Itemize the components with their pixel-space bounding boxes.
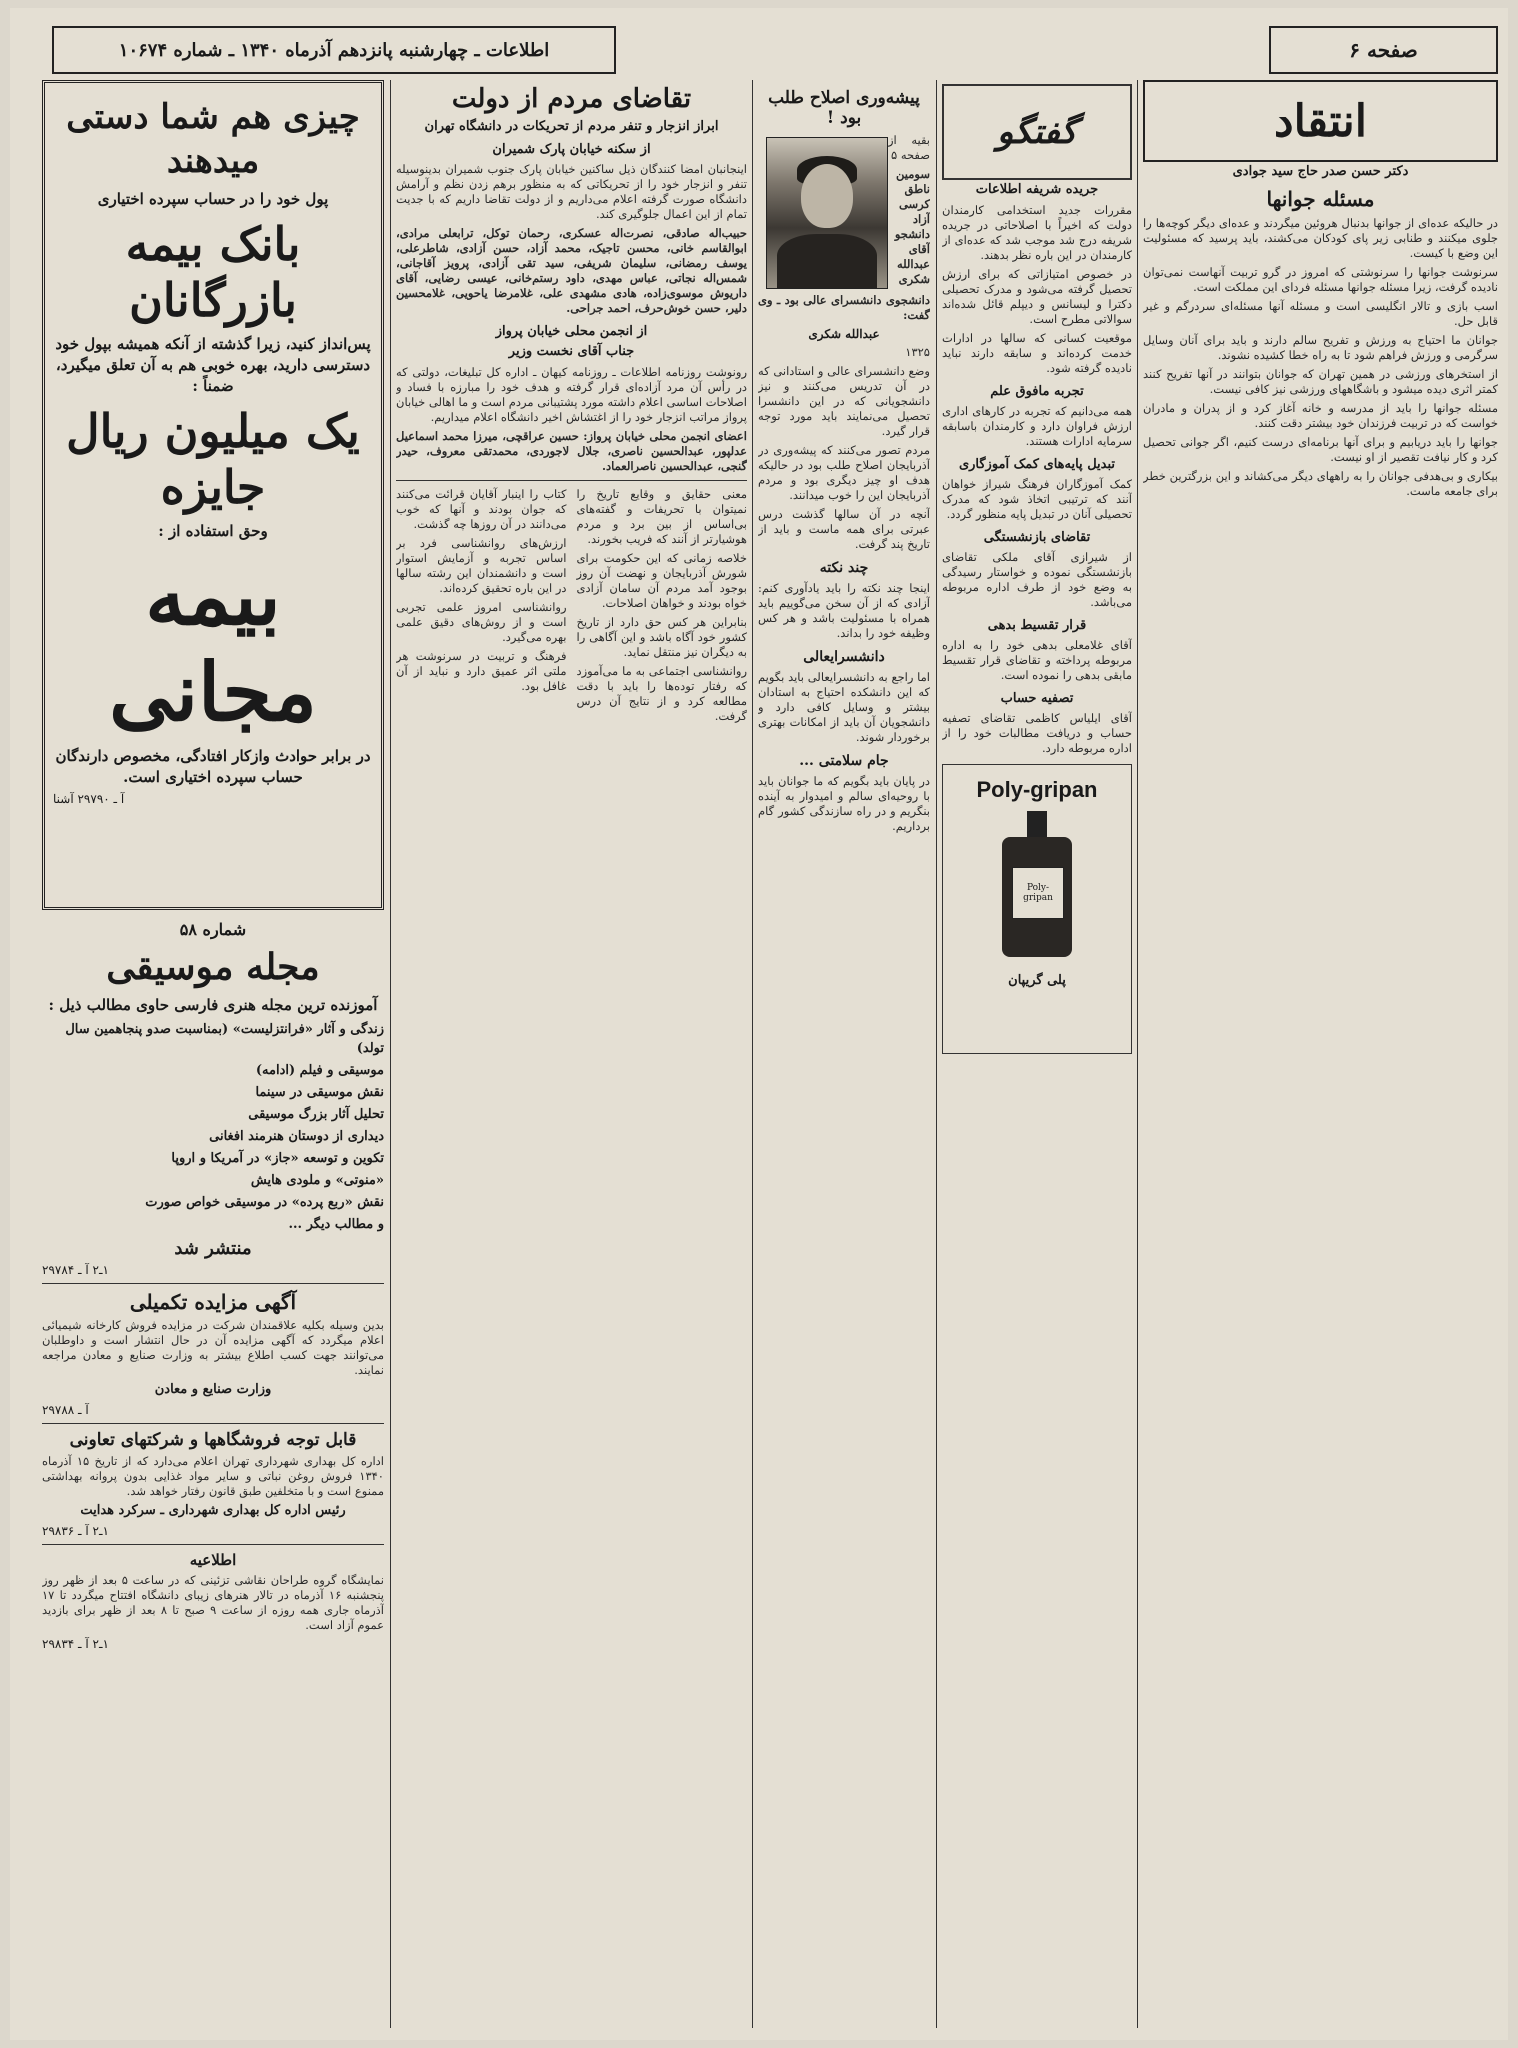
coop-text: اداره کل بهداری شهرداری تهران اعلام می‌دارد که از تاریخ ۱۵ آذرماه ۱۳۴۰ فروش روغن نباتی و سایر مواد غذایی بدون پروانه بهداشتی ممنوع است و با متخلفین طبق قانون رفتار خواهد شد. <box>42 1454 384 1498</box>
auction-text: بدین وسیله بکلیه علاقمندان شرکت در مزایده فروش کارخانه شیمیائی اعلام میگردد که آگهی مزایده آن در حال انتشار است و داوطلبان می‌توانند جهت کسب اطلاع بیشتر به وزارت صنایع و معادن مراجعه نمایند. <box>42 1318 384 1377</box>
medicine-bottle-icon <box>1002 811 1072 971</box>
ad-code: آ ـ ۲۹۷۸۸ <box>42 1403 89 1417</box>
ad-code: ۱ـ۲ آ ـ ۲۹۸۳۶ <box>42 1524 109 1538</box>
dialogue-logo: گفتگو <box>942 84 1132 180</box>
college-text: اما راجع به دانشسرایعالی باید بگویم که این دانشکده احتیاج به استادان بیشتر و وسایل کافی دارد و دانشجویان آن باید از امکانات بهتری برخوردار شوند. <box>758 670 930 744</box>
change-heading: تبدیل پایه‌های کمک آموزگاری <box>958 457 1116 472</box>
psych-right <box>577 487 748 728</box>
magazine-item: نقش «ربع پرده» در موسیقی خواص صورت <box>145 1195 384 1210</box>
critique-paragraph: از استخرهای ورزشی در همین تهران که جوانان بتوانند در آنها تفریح کنند کمتر اثری دیده میشود و باشگاههای ورزشی نیز کافی نیست. <box>1143 367 1498 396</box>
psych-paragraph: روانشناسی اجتماعی به ما می‌آموزد که رفتار توده‌ها را باید با دقت مطالعه کرد و از نتایج آن درس گرفت. <box>576 664 747 723</box>
psych-paragraph: خلاصه زمانی که این حکومت برای شورش آذربایجان و نهضت آن روز بوجود آمد مردم آن سامان آزادی خواه بودند و خواهان اصلاحات. <box>576 551 747 610</box>
reform-paragraph: وضع دانشسرای عالی و استادانی که در آن تدریس می‌کنند و نیز دانشجویانی که در این دانشسرا تحصیل می‌نمایند باید مورد توجه قرار گیرد. <box>758 364 930 438</box>
psych-left <box>396 487 567 728</box>
page-number-box <box>1269 26 1498 74</box>
parvaz-heading: از انجمن محلی خیابان پرواز <box>495 324 648 339</box>
critique-paragraph: در حالیکه عده‌ای از جوانها بدنبال هروئین میگردند و عده‌ای دیگر کوچه‌ها را جلوی میکنند و طنابی زیر پای کودکان می‌کشند، باید پرسید که مسئولیت این وضع با کیست. <box>1143 216 1498 260</box>
critique-paragraph: سرنوشت جوانها را سرنوشتی که امروز در گرو تربیت آنهاست نمی‌توان نادیده گرفت، زیرا مسئله جوانها مسئله فردای این مملکت است. <box>1143 265 1498 294</box>
psych-paragraph: معنی حقایق و وقایع تاریخ را نمیتوان با تحریفات و گفته‌های بی‌اساس از بین برد و مردم هوشیارتر از آنند که فریب بخورند. <box>576 487 747 546</box>
parvaz-text: رونوشت روزنامه اطلاعات ـ روزنامه کیهان ـ اداره کل تبلیغات، دولتی که در رأس آن مرد آزاده‌ای قرار گرفته و هدف خود را مبارزه با فساد و اصلاحات اساسی اعلام داشته مورد پشتیبانی مردم است و ما اهالی خیابان پرواز مراتب انزجار خود را از اغتشاش اخیر دانشگاه اعلام میداریم. <box>396 365 747 424</box>
signatories-1: حبیب‌اله صادقی، نصرت‌اله عسکری، رحمان توکل، ترابعلی مرادی، ابوالقاسم خانی، محسن تاجیک، محمد آزاد، حسن آزادی، شاطرعلی، یوسف رمضانی، سلیمان شریفی، سید تقی آزادی، پرویز آقاجانی، شمس‌اله نجاتی، عباس مهدی، داود رستم‌خانی، عیسی رضایی، آقای داریوش موسوی‌زاده، هادی مشهدی علی، غلامرضا یاحویی، غلامحسین دلیر، حسن خوش‌حرف، احمد جراحی. <box>396 226 747 315</box>
psych-paragraph: فرهنگ و تربیت در سرنوشت هر ملتی اثر عمیق دارد و نباید از آن غافل بود. <box>396 649 567 693</box>
experience-text: همه می‌دانیم که تجربه در کارهای اداری ارزش فراوان دارد و کارمندان باسابقه سرمایه ادارات هستند. <box>942 404 1132 448</box>
section-divider <box>396 480 747 481</box>
dialogue-column <box>942 80 1132 2028</box>
psych-paragraph: روانشناسی امروز علمی تجربی است و از روش‌های دقیق علمی بهره می‌گیرد. <box>396 600 567 644</box>
column-divider <box>1137 80 1138 2028</box>
signatories-2: اعضای انجمن محلی خیابان پرواز: حسین عراقچی، میرزا محمد اسماعیل عدلپور، عبدالحسین ناصری، جلال لاجوردی، محمدتقی معروف، حیدر گنجی، عبدالحسین ناصرالعماد. <box>396 429 747 473</box>
critique-paragraph: جوانها را باید دریابیم و برای آنها برنامه‌ای درست کنیم، اگر جوانی تحصیل کرد و کار نیافت تقصیر از او نیست. <box>1143 435 1498 464</box>
change-text: کمک آموزگاران فرهنگ شیراز خواهان آنند که ترتیبی اتخاذ شود که مدرک تحصیلی آنان در تبدیل پایه منظور گردد. <box>942 477 1132 521</box>
psych-paragraph: ارزش‌های روانشناسی فرد بر اساس تجربه و آزمایش استوار است و دانشمندان این رشته سالها در این باره تحقیق کرده‌اند. <box>396 536 567 595</box>
point-text: اینجا چند نکته را باید یادآوری کنم: آزادی که از آن سخن می‌گوییم باید همراه با مسئولیت باشد و هر کس وظیفه خود را بداند. <box>758 581 930 640</box>
to-prime-minister: جناب آقای نخست وزیر <box>508 344 635 359</box>
critique-paragraph: مسئله جوانها را باید از مدرسه و خانه آغاز کرد و از پدران و مادران خواست که در تربیت فرزندان خود بیشتر دقت کنند. <box>1143 401 1498 430</box>
tehran-subtitle: ابراز انزجار و تنفر مردم از تحریکات در دانشگاه تهران <box>424 119 719 134</box>
critique-title: مسئله جوانها <box>1266 187 1375 211</box>
photo-caption: عبدالله شکری <box>808 327 880 341</box>
magazine-item: دیداری از دوستان هنرمند افغانی <box>209 1129 384 1144</box>
shemiran-text: اینجانبان امضا کنندگان ذیل ساکنین خیابان پارک جنوب شمیران بدینوسیله تنفر و انزجار خود را از تحریکاتی که به منظور برهم زدن نظم و آرامش دانشگاه صورت گرفته اعلام می‌داریم و از دولت تقاضا داریم که با جدیت تمام از این اعمال جلوگیری کند. <box>396 162 747 221</box>
joy-text: در پایان باید بگویم که ما جوانان باید با روحیه‌ای سالم و امیدوار به آینده بنگریم و در راه سازندگی کشور گام برداریم. <box>758 774 930 833</box>
poly-gripan-caption: پلی گریپان <box>1008 973 1066 988</box>
retire-heading: تقاضای بازنشستگی <box>983 530 1091 545</box>
critique-author: دکتر حسن صدر حاج سید جوادی <box>1232 164 1409 179</box>
bank-ad <box>42 80 384 910</box>
ad-code: ۱ـ۲ آ ـ ۲۹۸۳۴ <box>42 1637 109 1651</box>
dialogue-paragraph: مقررات جدید استخدامی کارمندان دولت که اخیراً با اصلاحاتی در جریده شریفه درج شد موجب شد که عده‌ای از کارمندان در این باره نظر بدهند. <box>942 203 1132 262</box>
magazine-item: و مطالب دیگر ... <box>288 1217 384 1232</box>
notice-text: نمایشگاه گروه طراحان نقاشی تزئینی که در ساعت ۵ بعد از ظهر روز پنجشنبه ۱۶ آذرماه در تالار هنرهای زیبای دانشگاه افتتاح میگردد تا ۱۷ آذرماه جاری همه روزه از ساعت ۹ صبح تا ۸ بعد از ظهر برای بازدید عموم آزاد است. <box>42 1573 384 1632</box>
installment-text: آقای غلامعلی بدهی خود را به اداره مربوطه پرداخته و تقاضای قرار تقسیط مابقی بدهی را نموده است. <box>942 638 1132 682</box>
reform-paragraph: مردم تصور می‌کنند که پیشه‌وری در آذربایجان اصلاح طلب بود در حالیکه هدف او چیز دیگری بود و مردم آذربایجان این را خوب میدانند. <box>758 443 930 502</box>
experience-heading: تجربه مافوق علم <box>990 384 1084 399</box>
newspaper-page <box>10 8 1508 2040</box>
critique-paragraph: بیکاری و بی‌هدفی جوانان را به راههای دیگر می‌کشاند و این بزرگترین خطر برای جامعه ماست. <box>1143 469 1498 498</box>
bank-name: بانک بیمه بازرگانان <box>125 217 301 327</box>
critique-paragraph: اسب بازی و تالار انگلیسی است و مسئله آنها مسئله‌ای سردرگم و غیر قابل حل. <box>1143 299 1498 328</box>
section-divider <box>42 1544 384 1545</box>
prize-line: یک میلیون ریال جایزه <box>66 404 360 514</box>
magazine-item: نقش موسیقی در سینما <box>255 1085 384 1100</box>
magazine-issue: شماره ۵۸ <box>179 920 247 939</box>
section-divider <box>42 1283 384 1284</box>
critique-logo: انتقاد <box>1143 80 1498 162</box>
notice-title: اطلاعیه <box>189 1551 237 1569</box>
magazine-item: موسیقی و فیلم (ادامه) <box>255 1063 384 1078</box>
magazine-item: «منوتی» و ملودی هایش <box>250 1173 384 1188</box>
bank-text: پس‌انداز کنید، زیرا گذشته از آنکه همیشه بپول خود دسترسی دارید، بهره خوبی هم به آن تعلق میگیرد، ضمناً : <box>55 335 371 395</box>
section-divider <box>42 1423 384 1424</box>
retire-text: از شیرازی آقای ملکی تقاضای بازنشستگی نموده و خواستار رسیدگی به وضع خود از طرف اداره مربوطه می‌باشد. <box>942 550 1132 609</box>
tehran-column <box>396 80 747 2028</box>
reform-column <box>758 80 930 2028</box>
magazine-contents <box>42 1020 384 1234</box>
gift-title: چیزی هم شما دستی میدهند <box>66 97 360 181</box>
psych-columns <box>396 487 747 728</box>
reform-paragraph: آنچه در آن سالها گذشت درس عبرتی برای همه ماست و باید از تاریخ پند گرفت. <box>758 507 930 551</box>
magazine-desc: آموزنده ترین مجله هنری فارسی حاوی مطالب ذیل : <box>48 996 378 1014</box>
column-divider <box>390 80 391 2028</box>
coop-sign: رئیس اداره کل بهداری شهرداری ـ سرکرد هدایت <box>80 1503 346 1518</box>
poly-gripan-title: Poly-gripan <box>976 777 1098 802</box>
magazine-published: منتشر شد <box>174 1238 252 1259</box>
critique-paragraph: جوانان ما احتیاج به ورزش و تفریح سالم دارند و باید برای آنان وسایل سرگرمی و ورزش فراهم شود تا به راه خطا کشیده نشوند. <box>1143 333 1498 362</box>
free-insurance: بیمه مجانی <box>109 549 317 739</box>
column-divider <box>752 80 753 2028</box>
ads-column <box>42 80 384 2028</box>
installment-heading: قرار تقسیط بدهی <box>987 618 1087 633</box>
page-label: صفحه ۶ <box>1349 38 1418 62</box>
account-heading: تصفیه حساب <box>1000 691 1074 706</box>
reform-continued: بقیه از صفحه ۵ <box>888 133 930 162</box>
critique-column <box>1143 80 1498 2028</box>
paper-dateline: اطلاعات ـ چهارشنبه پانزدهم آذرماه ۱۳۴۰ ـ شماره ۱۰۶۷۴ <box>118 39 550 61</box>
joy-heading: جام سلامتی ... <box>799 753 889 769</box>
ad-code: ۱ـ۲ آ ـ ۲۹۷۸۴ <box>42 1263 109 1277</box>
ad-code: آ ـ ۲۹۷۹۰ آشنا <box>53 792 125 806</box>
reform-year: ۱۳۲۵ <box>905 345 930 359</box>
account-text: آقای ایلیاس کاظمی تقاضای تصفیه حساب و دریافت مطالبات خود را از اداره مربوطه دارد. <box>942 711 1132 755</box>
shemiran-heading: از سکنه خیابان پارک شمیران <box>492 142 651 157</box>
tehran-title: تقاضای مردم از دولت <box>451 84 692 114</box>
auction-title: آگهی مزایده تکمیلی <box>129 1290 297 1314</box>
right-from: وحق استفاده از : <box>158 522 268 540</box>
auction-sign: وزارت صنایع و معادن <box>154 1382 272 1397</box>
bottle-label: Poly-gripan <box>1012 867 1064 919</box>
portrait-photo <box>766 137 888 289</box>
poly-gripan-ad <box>942 764 1132 1054</box>
coop-title: قابل توجه فروشگاهها و شرکتهای تعاونی <box>69 1430 357 1450</box>
psych-paragraph: کتاب را اینبار آقایان قرائت می‌کنند که جوان بودند و آنها که خوب می‌دانند در آن روزها چه گذشت. <box>396 487 567 531</box>
gift-text: پول خود را در حساب سپرده اختیاری <box>97 190 329 208</box>
magazine-item: تکوین و توسعه «جاز» در آمریکا و اروپا <box>171 1151 384 1166</box>
magazine-item: زندگی و آثار «فرانتزلیست» (بمناسبت صدو پنجاهمین سال تولد) <box>65 1022 384 1056</box>
dialogue-paragraph: در خصوص امتیازاتی که برای ارزش تحصیل گرفته می‌شود و مدرک تحصیلی دکترا و لیسانس و دیپلم قائل شده‌اند سوالاتی مطرح است. <box>942 267 1132 326</box>
psych-paragraph: بنابراین هر کس حق دارد از تاریخ کشور خود آگاه باشد و این آگاهی را به دیگران نیز منتقل نماید. <box>576 615 747 659</box>
free-insurance-text: در برابر حوادث وازکار افتادگی، مخصوص دارندگان حساب سپرده اختیاری است. <box>55 747 371 786</box>
magazine-name: مجله موسیقی <box>106 946 320 988</box>
college-heading: دانشسرایعالی <box>803 649 885 665</box>
reform-lead: سومین ناطق کرسی آزاد دانشجو آقای عبدالله شکری دانشجوی دانشسرای عالی بود ـ وی گفت: <box>758 167 930 322</box>
dialogue-newspaper: جریده شریفه اطلاعات <box>975 182 1099 197</box>
dialogue-paragraph: موقعیت کسانی که سالها در ادارات خدمت کرده‌اند و سابقه دارند نباید نادیده گرفته شود. <box>942 331 1132 375</box>
paper-dateline-box <box>52 26 616 74</box>
reform-title: پیشه‌وری اصلاح طلب بود ! <box>768 88 920 128</box>
magazine-item: تحلیل آثار بزرگ موسیقی <box>248 1107 384 1122</box>
point-heading: چند نکته <box>819 560 869 576</box>
column-divider <box>936 80 937 2028</box>
